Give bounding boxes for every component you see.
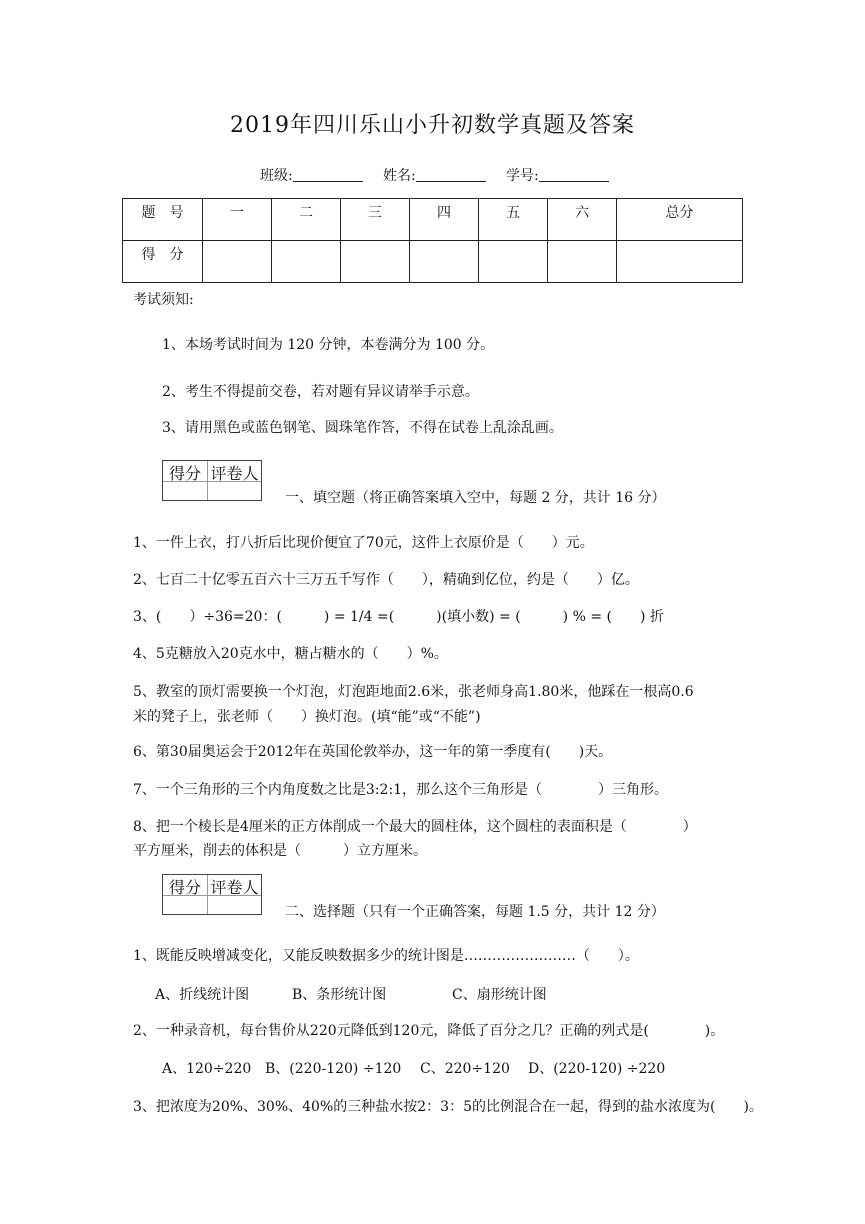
col-5: 五 [479,199,548,241]
col-total: 总分 [617,199,743,241]
question: 1、一件上衣，打八折后比现价便宜了70元，这件上衣原价是（ ）元。 [133,535,594,551]
row-label: 得 分 [123,241,203,283]
grader-box-grader-cell[interactable] [208,896,261,914]
question: 6、第30届奥运会于2012年在英国伦敦举办，这一年的第一季度有( )天。 [133,744,613,760]
score-cell[interactable] [272,241,341,283]
question: 3、把浓度为20%、30%、40%的三种盐水按2：3：5的比例混合在一起，得到的盐水浓度为( )。 [133,1099,763,1115]
student-id-blank[interactable] [539,167,609,182]
question: 米的凳子上，张老师（ ）换灯泡。(填“能”或“不能”) [133,709,481,725]
score-cell[interactable] [203,241,272,283]
col-6: 六 [548,199,617,241]
option[interactable]: D、(220-120) ÷220 [528,1061,666,1077]
section2-title: 二、选择题（只有一个正确答案，每题 1.5 分，共计 12 分） [285,904,665,920]
grader-box-grader-cell[interactable] [208,482,261,500]
class-label: 班级: [260,168,293,184]
score-cell[interactable] [341,241,410,283]
question: 8、把一个棱长是4厘米的正方体削成一个最大的圆柱体，这个圆柱的表面积是（ ） [133,819,697,835]
score-table [122,198,743,283]
class-field[interactable] [260,165,363,185]
grader-box [162,460,262,501]
option[interactable]: A、120÷220 [162,1061,252,1077]
option[interactable]: C、扇形统计图 [452,987,547,1003]
student-id-field[interactable] [506,165,609,185]
question: 5、教室的顶灯需要换一个灯泡，灯泡距地面2.6米，张老师身高1.80米，他踩在一根高0.6 [133,684,694,700]
col-1: 一 [203,199,272,241]
option[interactable]: C、220÷120 [420,1061,510,1077]
student-id-label: 学号: [506,168,539,184]
notice-item: 2、考生不得提前交卷，若对题有异议请举手示意。 [162,384,479,400]
score-table-header-row [123,199,743,241]
question: 1、既能反映增减变化，又能反映数据多少的统计图是……………………（ ）。 [133,948,639,964]
question: 3、( ）÷36=20：( ) = 1/4 =( )(填小数) = ( ) % = ( ) 折 [133,609,664,625]
option[interactable]: A、折线统计图 [155,987,250,1003]
score-cell[interactable] [479,241,548,283]
page-title: 2019年四川乐山小升初数学真题及答案 [230,113,635,138]
score-cell[interactable] [617,241,743,283]
question: 4、5克糖放入20克水中，糖占糖水的（ ）%。 [133,646,448,662]
notice-heading: 考试须知: [133,292,194,308]
grader-box-score-cell[interactable] [163,482,208,500]
name-field[interactable] [383,165,486,185]
col-2: 二 [272,199,341,241]
grader-box-grader-label: 评卷人 [208,875,261,896]
header-label: 题 号 [123,199,203,241]
col-3: 三 [341,199,410,241]
score-table-score-row [123,241,743,283]
score-cell[interactable] [548,241,617,283]
grader-box-grader-label: 评卷人 [208,461,261,482]
name-blank[interactable] [416,167,486,182]
section1-title: 一、填空题（将正确答案填入空中，每题 2 分，共计 16 分） [285,490,666,506]
option[interactable]: B、条形统计图 [292,987,387,1003]
option[interactable]: B、(220-120) ÷120 [265,1061,402,1077]
question: 2、七百二十亿零五百六十三万五千写作（ ），精确到亿位，约是（ ）亿。 [133,572,639,588]
question: 平方厘米，削去的体积是（ ）立方厘米。 [133,843,427,859]
question: 2、一种录音机，每台售价从220元降低到120元，降低了百分之几？正确的列式是( )。 [133,1023,725,1039]
notice-item: 1、本场考试时间为 120 分钟，本卷满分为 100 分。 [162,337,495,353]
score-cell[interactable] [410,241,479,283]
grader-box-score-label: 得分 [163,461,208,482]
grader-box-score-label: 得分 [163,875,208,896]
grader-box [162,874,262,915]
notice-item: 3、请用黑色或蓝色钢笔、圆珠笔作答，不得在试卷上乱涂乱画。 [162,420,563,436]
question: 7、一个三角形的三个内角度数之比是3:2:1，那么这个三角形是（ ）三角形。 [133,782,669,798]
grader-box-score-cell[interactable] [163,896,208,914]
col-4: 四 [410,199,479,241]
class-blank[interactable] [293,167,363,182]
name-label: 姓名: [383,168,416,184]
